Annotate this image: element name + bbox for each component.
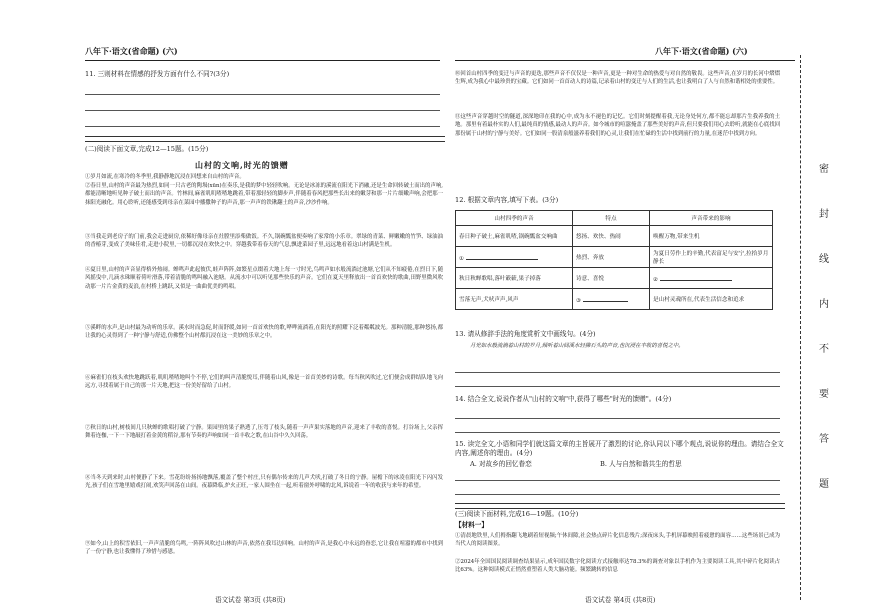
- seal-char: 封: [819, 209, 829, 220]
- para-3: ③当我走到老房子的门前,我会走进厨房,依稀好像母亲在灶膛里添柴做饭。不久,锅碗瓢盆便奏响了家常的小乐章。翠绿的青菜、鲜嫩嫩的竹笋、绿油油的香椿芽,变成了美味佳肴,走进小院里,一切都沉浸在欢快之中。穿越我带着春天的气息,飘进菜园子里,远远地看着这山村满是生机。: [85, 234, 443, 249]
- option-a: A. 对故乡的回忆眷恋: [470, 460, 532, 468]
- answer-line: [85, 126, 440, 127]
- table-cell: 是山村灵魂所在,代表生活信念和追求: [650, 289, 773, 310]
- answer-line: [455, 494, 780, 495]
- section-2-heading: (二)阅读下面文章,完成12—15题。(15分): [85, 145, 209, 153]
- para-8: ⑧当冬天到来时,山村便静了下来。雪花纷纷扬扬地飘落,覆盖了整个村庄,只有偶尔传来的几声犬吠,打破了冬日的宁静。屋檐下的冰凌在阳光下闪闪发光,孩子们在雪地里嬉戏打闹,欢笑声回荡在山间。夜幕降临,炉火正旺,一家人围坐在一起,听着窗外呼啸的北风,诉说着一年的收获与来年的希望。: [85, 475, 443, 490]
- table-cell: 春日种子破土,麻雀叽喳,锅碗瓢盆交响曲: [456, 226, 573, 247]
- left-page: [0, 0, 432, 615]
- table-header: 特点: [573, 211, 650, 226]
- answer-line: [85, 110, 440, 111]
- question-13: 13. 请从修辞手法的角度赏析文中画线句。(4分): [455, 330, 596, 338]
- table-cell: [573, 289, 650, 310]
- para-6: ⑥麻雀们在枝头欢快地跳跃着,叽叽喳喳地叫个不停,它们的叫声清脆悦耳,伴随着山风,像是一首首美妙的诗歌。每当秋风吹过,它们便会成群结队地飞向远方,寻找着属于自己的那一片天地,把这一份美好留给了山村。: [85, 375, 443, 390]
- article-title: 山村的文响,时光的馈赠: [195, 160, 289, 170]
- seal-char: 不: [819, 344, 829, 355]
- para-1: ①岁月如流,在寒冷的冬季里,我静静地沉浸在回想来自山村的声音。: [85, 174, 245, 180]
- section-3-heading: (三)阅读下面材料,完成16—19题。(10分): [455, 510, 579, 518]
- seal-char: 线: [819, 254, 829, 265]
- answer-line: [85, 94, 440, 95]
- seal-char: 密: [819, 164, 829, 175]
- table-cell: [456, 247, 573, 268]
- para-9: ⑨如今,山上的积雪依旧,一声声清脆的鸟鸣,一阵阵风吹过山林的声音,依然在我耳边回响。山村的声音,是我心中永远的眷恋,它让我在喧嚣的都市中找到了一份宁静,也让我懂得了珍惜与感恩。: [85, 541, 443, 556]
- left-footer: 语文试卷 第3页 (共8页): [215, 596, 286, 604]
- table-cell: 秋日秋蝉歌唱,落叶簌簌,果子掉落: [456, 268, 573, 289]
- para-2: ②春日里,山村的声音最为热烈,如同一只古老的陶埙(xūn)在奏乐,是我的梦中轻轻吹响。无论是冰冻的溪流在阳光下消融,还是生命回转破土而出的声响,都能清晰地听见种子破土而出的声音。竹林间,麻雀叽叽喳喳地跳着,带着那轻轻的脚步声,伴随着春风把那些长出来的嫩芽和那一片片细嫩声响,会把那一抹阳光融化。用心聆听,还能感受到母亲在菜园中播撒种子的声音,那一声声的铁锹翻土的声音,沙沙作响。: [85, 183, 443, 206]
- answer-line: [455, 432, 780, 433]
- table-row: [456, 268, 773, 289]
- fill-blank[interactable]: [583, 295, 628, 302]
- answer-line: [455, 372, 780, 373]
- table-row: [456, 226, 773, 247]
- table-cell: 雪落无声,犬吠声声,风声: [456, 289, 573, 310]
- answer-line: [455, 480, 780, 481]
- material-para-2: ②2024年全国国民阅读调查结果显示,成年国民数字化阅读方式接触率达78.3%的调查对象以手机作为主要阅读工具,其中碎片化阅读占比63%。这种阅读模式正悄然重塑着人类大脑功能。频繁跳转的信息: [455, 559, 780, 574]
- question-14: 14. 结合全文,说说作者从"山村的文响"中,获得了哪些"时光的馈赠"。(4分): [455, 395, 672, 403]
- blank-label: ②: [653, 276, 659, 283]
- para-7: ⑦秋日的山村,树枝间几只秋蝉的歌唱打破了宁静。果园里的果子熟透了,压弯了枝头,随着一声声果实落地的声音,迎来了丰收的喜悦。打谷场上,父亲挥舞着连枷,一下一下地敲打着金黄的稻谷,那有节奏的声响如同一首丰收之歌,在山谷中久久回荡。: [85, 425, 443, 440]
- table-cell: [650, 268, 773, 289]
- table-header: 声音带来的影响: [650, 211, 773, 226]
- table-cell: 唤醒万物,带来生机: [650, 226, 773, 247]
- table-cell: 热烈、奔放: [573, 247, 650, 268]
- table-cell: 诗意、喜悦: [573, 268, 650, 289]
- question-12: 12. 根据文章内容,填写下表。(3分): [455, 196, 559, 204]
- seasons-table: [455, 210, 773, 310]
- fill-blank[interactable]: [660, 274, 732, 281]
- para-5: ⑤溪畔的水声,是山村最为动听的乐章。溪水时而急促,时而舒缓,如同一首首欢快的歌,哗哗流淌着,在阳光的照耀下泛着粼粼波光。那种清脆,那种悠扬,都让我的心灵得到了一种宁静与舒适,仿佛整个山村都沉浸在这一美妙的乐章之中。: [85, 325, 443, 340]
- table-cell: 悠扬、欢快、热闹: [573, 226, 650, 247]
- fill-blank[interactable]: [466, 253, 538, 260]
- question-11: 11. 三则材料在情感的抒发方面有什么不同?(3分): [85, 70, 230, 78]
- para-4: ④夏日里,山村的声音显得格外热闹。蝉鸣声此起彼伏,蛙声阵阵,如繁星点缀着大地上每一寸时光,鸟鸣声如水般流淌过池塘,它们从不知疲倦,在烈日下,随风摇曳中,几滴水珠顺着荷叶滑落,带着清脆的鸣叫融入池塘。从流水中可以听见那些快乐的声音。它们在夏天里释放出一首首欢快的歌曲,田野里微风吹动那一片片金黄的麦浪,在村桥上跳跃,又似是一曲曲优美的鸣唱。: [85, 267, 443, 290]
- material-1-label: 【材料一】: [455, 521, 488, 529]
- question-15: 15. 读完全文,小语和同学们就这篇文章的主旨展开了激烈的讨论,你认同以下哪个观点,说说你的理由。请结合全文内容,阐述你的理由。(4分): [455, 440, 784, 457]
- answer-line: [455, 386, 780, 387]
- table-header-row: [456, 211, 773, 226]
- left-header-rule: [85, 60, 440, 61]
- section-divider: [455, 503, 785, 509]
- blank-label: ①: [459, 255, 465, 262]
- table-header: 山村四季的声音: [456, 211, 573, 226]
- seal-char: 内: [819, 299, 829, 310]
- seal-line-strip: [800, 55, 867, 600]
- seal-char: 答: [819, 434, 829, 445]
- para-10: ⑩回首山村四季的变迁与声音的更迭,那些声音不仅仅是一种声音,更是一种对生命的热爱与对自然的敬畏。这些声音,在岁月的长河中熠熠生辉,成为我心中最珍贵的宝藏。它们如同一首首动人的诗篇,记录着山村的变迁与人们的生活,也让我明白了人与自然和谐相处的重要性。: [455, 71, 780, 86]
- seal-char: 要: [819, 389, 829, 400]
- seal-char: 题: [819, 479, 829, 490]
- para-11: ⑪这些声音穿越时空的隧道,深深地印在我的心中,成为永不褪色的记忆。它们时刻提醒着我,无论身处何方,都不能忘却那片生我养我的土地。那里有着最朴实的人们,最纯真的情感,最动人的声音。如今城市的喧嚣掩盖了那些美好的声音,但只要我们用心去聆听,就能在心底找回那份属于山村的宁静与美好。它们如同一股清泉般滋养着我们的心灵,让我们在忙碌的生活中找到前行的力量,在迷茫中找到方向。: [455, 114, 780, 137]
- left-header-title: 八年下·语文(省命题) (六): [85, 46, 178, 56]
- right-footer: 语文试卷 第4页 (共8页): [585, 596, 656, 604]
- table-cell: 为夏日劳作上的辛勤,代表富足与安宁,拉拾岁月静长: [650, 247, 773, 268]
- answer-line: [455, 418, 780, 419]
- table-row: [456, 247, 773, 268]
- q13-quoted-sentence: 月光如水般流淌着山村的岁月,倾听着山间溪水轻拂石头的声音,也沉浸在丰收的喜悦之中。: [470, 343, 684, 349]
- right-header-title: 八年下·语文(省命题) (六): [655, 46, 748, 56]
- section-divider: [85, 136, 445, 142]
- option-b: B. 人与自然和谐共生的哲思: [600, 460, 682, 468]
- blank-label: ③: [576, 297, 582, 304]
- table-row: [456, 289, 773, 310]
- right-header-rule: [455, 60, 795, 61]
- material-para-1: ①清晨地铁里,人们拇指翻飞地刷着短视频;午休间隙,社会热点碎片化信息残片;深夜床头,手机屏幕映照着疲惫的面容……这些场景已成为当代人的阅读图景。: [455, 533, 780, 548]
